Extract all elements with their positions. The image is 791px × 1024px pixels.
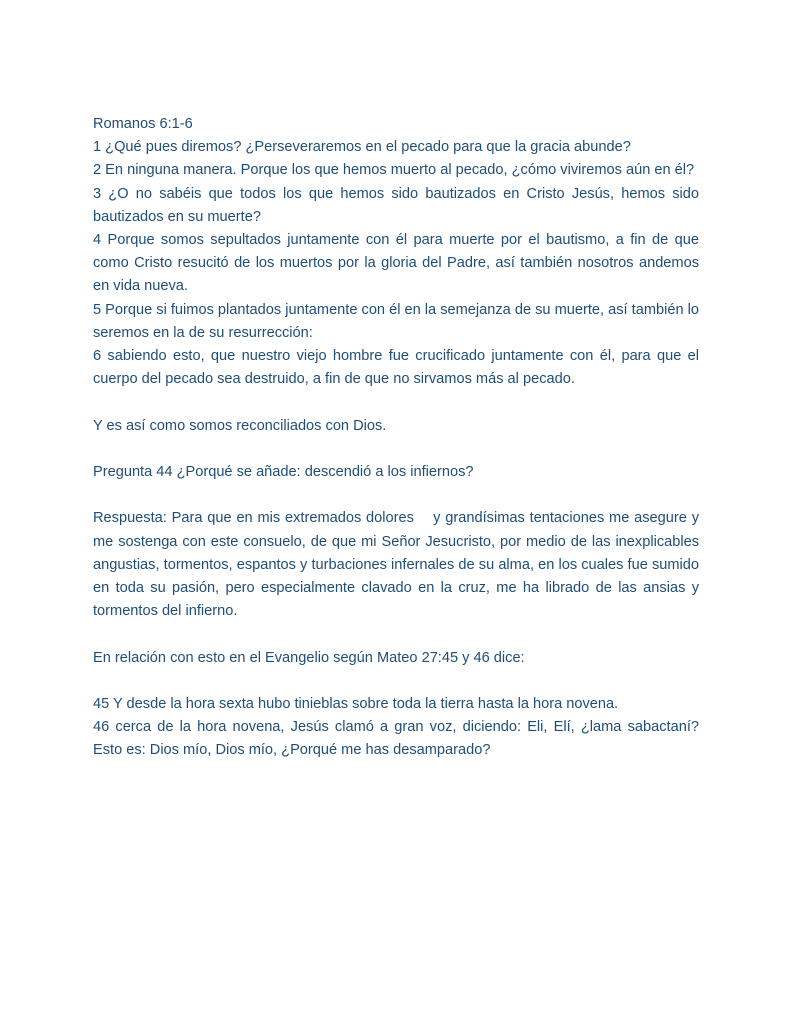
reconciliation-line: Y es así como somos reconciliados con Dios.: [93, 417, 387, 434]
paragraph-gap: [93, 670, 699, 693]
verse-romans-2: 2 En ninguna manera. Porque los que hemos muerto al pecado, ¿cómo viviremos aún en él?: [93, 162, 695, 179]
verse-romans-3: 3 ¿O no sabéis que todos los que hemos sido bautizados en Cristo Jesús, hemos sido bautizados en su muerte?: [93, 185, 699, 225]
verse-romans-4: 4 Porque somos sepultados juntamente con él para muerte por el bautismo, a fin de que como Cristo resucitó de los muertos por la gloria del Padre, así también nosotros andemos en vida nueva.: [93, 232, 699, 295]
verse-matthew-45: 45 Y desde la hora sexta hubo tinieblas sobre toda la tierra hasta la hora novena.: [93, 696, 619, 712]
paragraph-gap: [93, 484, 699, 507]
verse-romans-5: 5 Porque si fuimos plantados juntamente con él en la semejanza de su muerte, así también lo seremos en la de su resurrección:: [93, 301, 699, 341]
verse-matthew-46: 46 cerca de la hora novena, Jesús clamó a gran voz, diciendo: Eli, Elí, ¿lama sabactaní? Esto es: Dios mío, Dios mío, ¿Porqué me has desamparado?: [93, 719, 699, 759]
paragraph-gap: [93, 623, 699, 646]
paragraph-gap: [93, 391, 699, 414]
gospel-intro: En relación con esto en el Evangelio según Mateo 27:45 y 46 dice:: [93, 649, 525, 666]
passage-title: Romanos 6:1-6: [93, 116, 193, 132]
verse-romans-6: 6 sabiendo esto, que nuestro viejo hombre fue crucificado juntamente con él, para que el cuerpo del pecado sea destruido, a fin de que no sirvamos más al pecado.: [93, 348, 699, 388]
answer-paragraph: Respuesta: Para que en mis extremados dolores y grandísimas tentaciones me asegure y me sostenga con este consuelo, de que mi Señor Jesucristo, por medio de las inexplicables angustias, tormentos, espantos y turbaciones infernales de su alma, en los cuales fue sumido en toda su pasión, pero especialmente clavado en la cruz, me ha librado de las ansias y tormentos del infierno.: [93, 510, 704, 620]
document-page: [93, 113, 704, 763]
question-heading: Pregunta 44 ¿Porqué se añade: descendió a los infiernos?: [93, 464, 474, 481]
paragraph-gap: [93, 438, 699, 461]
verse-romans-1: 1 ¿Qué pues diremos? ¿Perseveraremos en el pecado para que la gracia abunde?: [93, 139, 631, 156]
